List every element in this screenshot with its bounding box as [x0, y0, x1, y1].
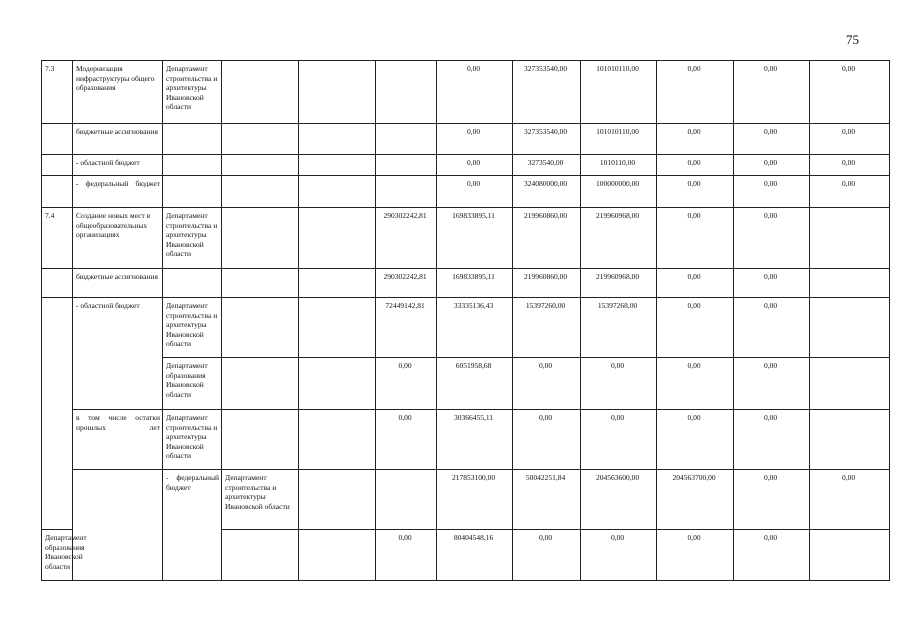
- cell-empty: [299, 358, 376, 410]
- row-executor: [163, 124, 222, 155]
- cell-value: [810, 269, 890, 298]
- cell-value: 0,00: [734, 298, 810, 358]
- table-row: [42, 470, 890, 530]
- cell-value: 80404548,16: [437, 530, 513, 581]
- row-name: в том числе остатки прошлых лет: [73, 410, 163, 470]
- cell-value: 0,00: [734, 530, 810, 581]
- row-executor: [163, 269, 222, 298]
- row-executor: Департамент образования Ивановской области: [163, 358, 222, 410]
- cell-value: 0,00: [734, 470, 810, 530]
- cell-empty: [222, 298, 299, 358]
- row-number: [42, 269, 73, 298]
- cell-value: 219960860,00: [513, 269, 581, 298]
- budget-table: [41, 60, 890, 581]
- cell-value: 0,00: [581, 410, 657, 470]
- cell-empty: [222, 124, 299, 155]
- cell-value: 0,00: [657, 410, 734, 470]
- cell-value: 0,00: [810, 155, 890, 176]
- cell-empty: [222, 208, 299, 269]
- cell-value: 0,00: [810, 176, 890, 208]
- cell-empty: [222, 61, 299, 124]
- cell-value: [376, 61, 437, 124]
- row-name: - федеральный бюджет: [163, 470, 222, 581]
- cell-empty: [299, 269, 376, 298]
- cell-value: 101010110,00: [581, 124, 657, 155]
- cell-empty: [222, 530, 299, 581]
- row-name: - областной бюджет: [73, 155, 163, 176]
- row-executor: Департамент строительства и архитектуры Ивановской области: [222, 470, 299, 530]
- cell-value: 0,00: [581, 530, 657, 581]
- table-row: [42, 61, 890, 124]
- row-executor: Департамент строительства и архитектуры Ивановской области: [163, 298, 222, 358]
- cell-value: 0,00: [810, 470, 890, 530]
- cell-value: 0,00: [437, 176, 513, 208]
- cell-empty: [299, 155, 376, 176]
- row-executor: [163, 155, 222, 176]
- row-number: 7.4: [42, 208, 73, 269]
- cell-value: 0,00: [376, 358, 437, 410]
- cell-value: 0,00: [376, 410, 437, 470]
- cell-value: 0,00: [376, 530, 437, 581]
- cell-value: 169833895,11: [437, 269, 513, 298]
- cell-value: 15397260,00: [513, 298, 581, 358]
- cell-value: [810, 530, 890, 581]
- cell-value: 0,00: [657, 358, 734, 410]
- cell-value: 290302242,81: [376, 208, 437, 269]
- row-executor: Департамент образования Ивановской области: [42, 530, 73, 581]
- cell-value: 0,00: [513, 358, 581, 410]
- row-executor: Департамент строительства и архитектуры Ивановской области: [163, 208, 222, 269]
- cell-empty: [222, 176, 299, 208]
- row-number: [42, 124, 73, 155]
- row-name: - областной бюджет: [73, 298, 163, 410]
- cell-value: 0,00: [734, 176, 810, 208]
- cell-value: 290302242,81: [376, 269, 437, 298]
- cell-value: 0,00: [734, 61, 810, 124]
- cell-empty: [299, 208, 376, 269]
- cell-value: 169833895,11: [437, 208, 513, 269]
- cell-value: 0,00: [734, 410, 810, 470]
- cell-value: 219960860,00: [513, 208, 581, 269]
- row-number: [42, 155, 73, 176]
- row-number: [42, 176, 73, 208]
- row-name: Модернизация инфраструктуры общего образования: [73, 61, 163, 124]
- cell-value: 217853100,00: [437, 470, 513, 530]
- table-row: [42, 298, 890, 358]
- table-row: [42, 410, 890, 470]
- row-executor: Департамент строительства и архитектуры Ивановской области: [163, 61, 222, 124]
- cell-value: 0,00: [657, 208, 734, 269]
- page-number: 75: [846, 32, 859, 47]
- cell-value: 0,00: [734, 358, 810, 410]
- cell-value: 0,00: [513, 530, 581, 581]
- cell-value: [810, 298, 890, 358]
- cell-value: 1010110,00: [581, 155, 657, 176]
- cell-empty: [222, 269, 299, 298]
- cell-value: 0,00: [437, 155, 513, 176]
- cell-value: 0,00: [657, 155, 734, 176]
- row-number: [42, 298, 73, 530]
- cell-value: 0,00: [657, 61, 734, 124]
- row-executor: [163, 176, 222, 208]
- cell-empty: [299, 298, 376, 358]
- cell-value: 30366455,11: [437, 410, 513, 470]
- cell-value: 324080000,00: [513, 176, 581, 208]
- cell-value: 6051958,68: [437, 358, 513, 410]
- cell-value: 3273540,00: [513, 155, 581, 176]
- cell-empty: [299, 530, 376, 581]
- cell-empty: [299, 61, 376, 124]
- cell-value: [810, 410, 890, 470]
- cell-value: 100000000,00: [581, 176, 657, 208]
- cell-value: 0,00: [437, 61, 513, 124]
- table-row: [42, 176, 890, 208]
- row-name: бюджетные ассигнования: [73, 269, 163, 298]
- cell-value: [376, 176, 437, 208]
- cell-value: 219960968,00: [581, 208, 657, 269]
- row-name: - федеральный бюджет: [73, 176, 163, 208]
- table-row: [42, 208, 890, 269]
- row-executor: Департамент строительства и архитектуры Ивановской области: [163, 410, 222, 470]
- cell-value: 101010110,00: [581, 61, 657, 124]
- row-name: [73, 470, 163, 581]
- row-name: бюджетные ассигнования: [73, 124, 163, 155]
- cell-value: 0,00: [657, 298, 734, 358]
- cell-empty: [222, 155, 299, 176]
- cell-value: [376, 155, 437, 176]
- cell-value: 0,00: [657, 124, 734, 155]
- cell-value: 0,00: [810, 61, 890, 124]
- cell-value: 0,00: [657, 176, 734, 208]
- cell-value: 15397268,00: [581, 298, 657, 358]
- cell-value: 219960968,00: [581, 269, 657, 298]
- cell-value: 0,00: [734, 269, 810, 298]
- cell-value: 0,00: [657, 530, 734, 581]
- cell-empty: [299, 176, 376, 208]
- cell-value: 0,00: [437, 124, 513, 155]
- cell-empty: [299, 124, 376, 155]
- cell-value: 0,00: [810, 124, 890, 155]
- table-row: [42, 358, 890, 410]
- cell-value: 50042251,84: [513, 470, 581, 530]
- cell-value: 327353540,00: [513, 61, 581, 124]
- cell-value: 0,00: [513, 410, 581, 470]
- cell-empty: [299, 410, 376, 470]
- cell-value: 204563600,00: [581, 470, 657, 530]
- cell-value: 72449142,81: [376, 298, 437, 358]
- cell-value: 0,00: [581, 358, 657, 410]
- cell-value: [810, 208, 890, 269]
- cell-value: 0,00: [657, 269, 734, 298]
- table-row: [42, 155, 890, 176]
- cell-empty: [376, 470, 437, 530]
- cell-value: [810, 358, 890, 410]
- table-row: [42, 269, 890, 298]
- cell-value: 33335136,43: [437, 298, 513, 358]
- cell-empty: [222, 358, 299, 410]
- cell-value: 327353540,00: [513, 124, 581, 155]
- cell-value: 0,00: [734, 208, 810, 269]
- row-number: 7.3: [42, 61, 73, 124]
- row-name: Создание новых мест в общеобразовательных организациях: [73, 208, 163, 269]
- cell-value: 0,00: [734, 155, 810, 176]
- cell-empty: [299, 470, 376, 530]
- table-row: [42, 124, 890, 155]
- cell-empty: [222, 410, 299, 470]
- cell-value: 0,00: [734, 124, 810, 155]
- cell-value: [376, 124, 437, 155]
- cell-value: 204563700,00: [657, 470, 734, 530]
